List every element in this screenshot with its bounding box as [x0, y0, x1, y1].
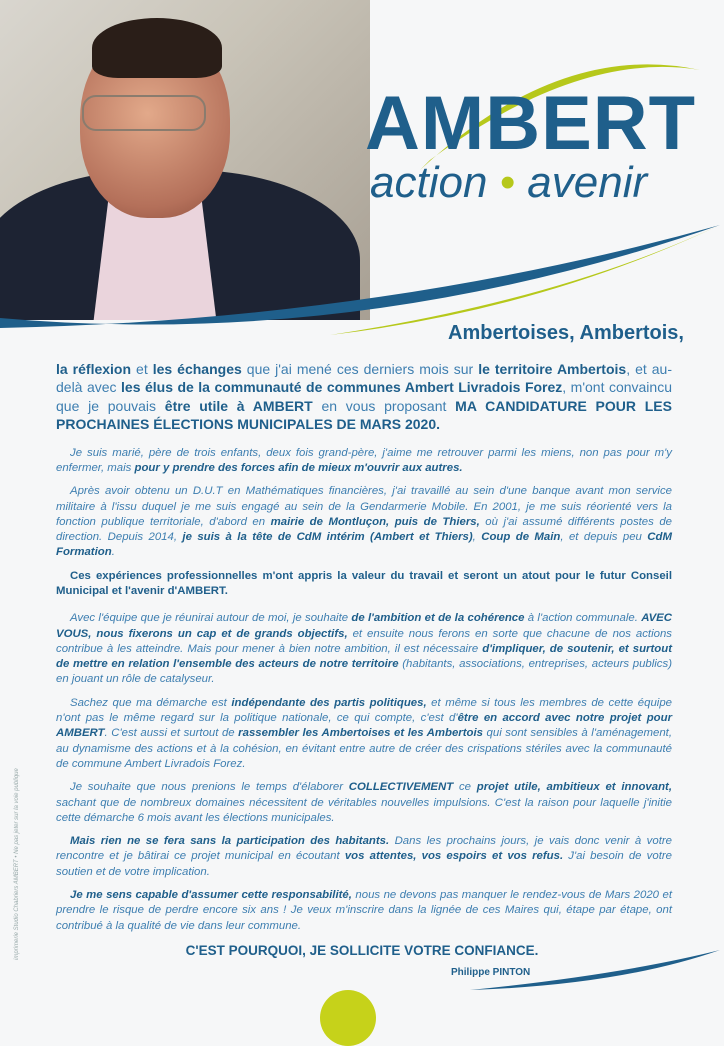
text: ce	[453, 781, 477, 794]
paragraph	[56, 569, 672, 600]
text: qui sont sensibles à l'aménagement, au dynamisme des actions et à la cohésion, en évitant entre autre de créer des crispations stériles avec la communauté de commune Ambert Livradois Forez.	[56, 727, 672, 770]
emphasis-text: indépendante des partis politiques,	[231, 696, 427, 709]
emphasis-text: d'impliquer, de soutenir, et surtout de mettre en relation l'ensemble des acteurs de notre territoire	[56, 642, 672, 671]
emphasis-text: Coup de Main	[481, 531, 561, 544]
emphasis-text: être utile à AMBERT	[164, 397, 313, 414]
text: Je souhaite que nous prenions le temps d'élaborer	[70, 781, 349, 794]
signature: Philippe PINTON	[451, 967, 531, 978]
emphasis-text: vos attentes, vos espoirs et vos refus.	[344, 850, 564, 863]
text: , m'ont convaincu que je pouvais	[56, 379, 672, 414]
emphasis-text: mairie de Montluçon, puis de Thiers,	[270, 515, 480, 528]
greeting: Ambertoises, Ambertois,	[448, 322, 684, 344]
paragraph	[56, 780, 672, 826]
paragraph	[56, 888, 672, 934]
text: et même si tous les membres de cette équipe n'ont pas le même regard sur la politique nationale, ce qui compte, c'est d'	[56, 696, 672, 725]
text: Avec l'équipe que je réunirai autour de moi, je souhaite	[70, 612, 352, 625]
emphasis-text: de l'ambition et de la cohérence	[351, 612, 525, 625]
emphasis-text: être en accord avec notre projet pour AMBERT	[56, 712, 672, 740]
emphasis-text: la réflexion	[56, 361, 132, 377]
tagline-dot: •	[499, 158, 516, 207]
text: nous ne devons pas manquer le rendez-vous de Mars 2020 et prendre le risque de perdre encore six ans ! Je veux m'inscrire dans la lignée de ces Maires qui, étape par étape, ont contribué à la qualité de vie dans leur commune.	[56, 889, 673, 932]
text: et	[131, 361, 153, 377]
emphasis-text: Je me sens capable d'assumer cette responsabilité,	[70, 889, 352, 902]
paragraph	[56, 834, 672, 880]
emphasis-text: je suis à la tête de CdM intérim (Ambert et Thiers)	[182, 531, 473, 544]
emphasis-text: les élus de la communauté de communes Ambert Livradois Forez	[121, 379, 563, 396]
text: où j'ai assumé différents postes de direction. Depuis 2014,	[56, 515, 673, 544]
text: en vous proposant	[312, 397, 456, 414]
text: ,	[472, 531, 482, 544]
emphasis-text: le territoire Ambertois	[478, 361, 627, 377]
text: que j'ai mené ces derniers mois sur	[241, 361, 479, 377]
emphasis-text: les échanges	[152, 361, 242, 377]
emphasis-text: CdM Formation	[56, 531, 672, 559]
paragraph	[56, 696, 672, 772]
printer-note: imprimerie Studio Chabriers AMBERT • Ne pas jeter sur la voie publique	[14, 768, 20, 960]
text: , et au-delà avec	[56, 361, 672, 396]
logo-tagline	[370, 158, 647, 208]
tagline-action: action	[370, 158, 488, 207]
text: à l'action communale.	[524, 612, 642, 625]
text: Après avoir obtenu un D.U.T en Mathématiques financières, j'ai travaillé au sein d'une banque avant mon service militaire à l'issu duquel je me suis engagé au sein de la Gendarmerie Mobile. En 2001, je me suis réorienté vers la fonction publique territoriale, d'abord en	[56, 485, 672, 528]
paragraph	[56, 484, 672, 560]
paragraph	[56, 360, 672, 434]
text: . C'est aussi et surtout de	[104, 727, 239, 740]
text: Ces expériences professionnelles m'ont appris la valeur du travail et seront un atout pour le futur Conseil Municipal et l'avenir d'AMBERT.	[56, 569, 672, 597]
text: Je suis marié, père de trois enfants, deux fois grand-père, j'aime me retrouver parmi les miens, non pas pour m'y enfermer, mais	[56, 446, 672, 474]
letter-body	[56, 360, 672, 942]
emphasis-text: Mais rien ne se fera sans la participation des habitants.	[70, 835, 390, 848]
paragraph	[56, 611, 672, 687]
emphasis-text: AVEC VOUS, nous fixerons un cap et de grands objectifs,	[56, 612, 672, 640]
emphasis-text: projet utile, ambitieux et innovant,	[476, 781, 672, 794]
text: Sachez que ma démarche est	[70, 696, 232, 709]
tagline-avenir: avenir	[527, 158, 648, 207]
logo-title: AMBERT	[365, 81, 697, 166]
emphasis-text: rassembler les Ambertoises et les Ambertois	[238, 727, 483, 740]
emphasis-text: COLLECTIVEMENT	[348, 781, 454, 794]
paragraph	[56, 446, 672, 477]
text: sachant que de nombreux domaines nécessitent de véritables nouvelles impulsions. C'est la raison pour laquelle j'initie cette démarche 6 mois avant les élections municipales.	[56, 796, 672, 824]
text: , et depuis peu	[560, 531, 648, 544]
text: J'ai besoin de votre soutien et de votre implication.	[56, 850, 672, 878]
emphasis-text: pour y prendre des forces afin de mieux m'ouvrir aux autres.	[134, 461, 463, 474]
emphasis-text: MA CANDIDATURE POUR LES PROCHAINES ÉLECTIONS MUNICIPALES DE MARS 2020.	[56, 397, 672, 433]
closing-line: C'EST POURQUOI, JE SOLLICITE VOTRE CONFIANCE.	[185, 943, 539, 958]
decorative-circle	[320, 990, 376, 1046]
text: (habitants, associations, entreprises, acteurs publics) en jouant un rôle de catalyseur.	[56, 658, 672, 686]
text: Dans les prochains jours, je vais donc venir à votre rencontre et je bâtirai ce projet municipal en écoutant	[56, 835, 672, 863]
text: .	[111, 546, 115, 559]
text: et ensuite nous ferons en sorte que chacune de nos actions contribue à les atteindre. Mais pour mener à bien notre ambition, il est nécessaire	[56, 627, 672, 655]
